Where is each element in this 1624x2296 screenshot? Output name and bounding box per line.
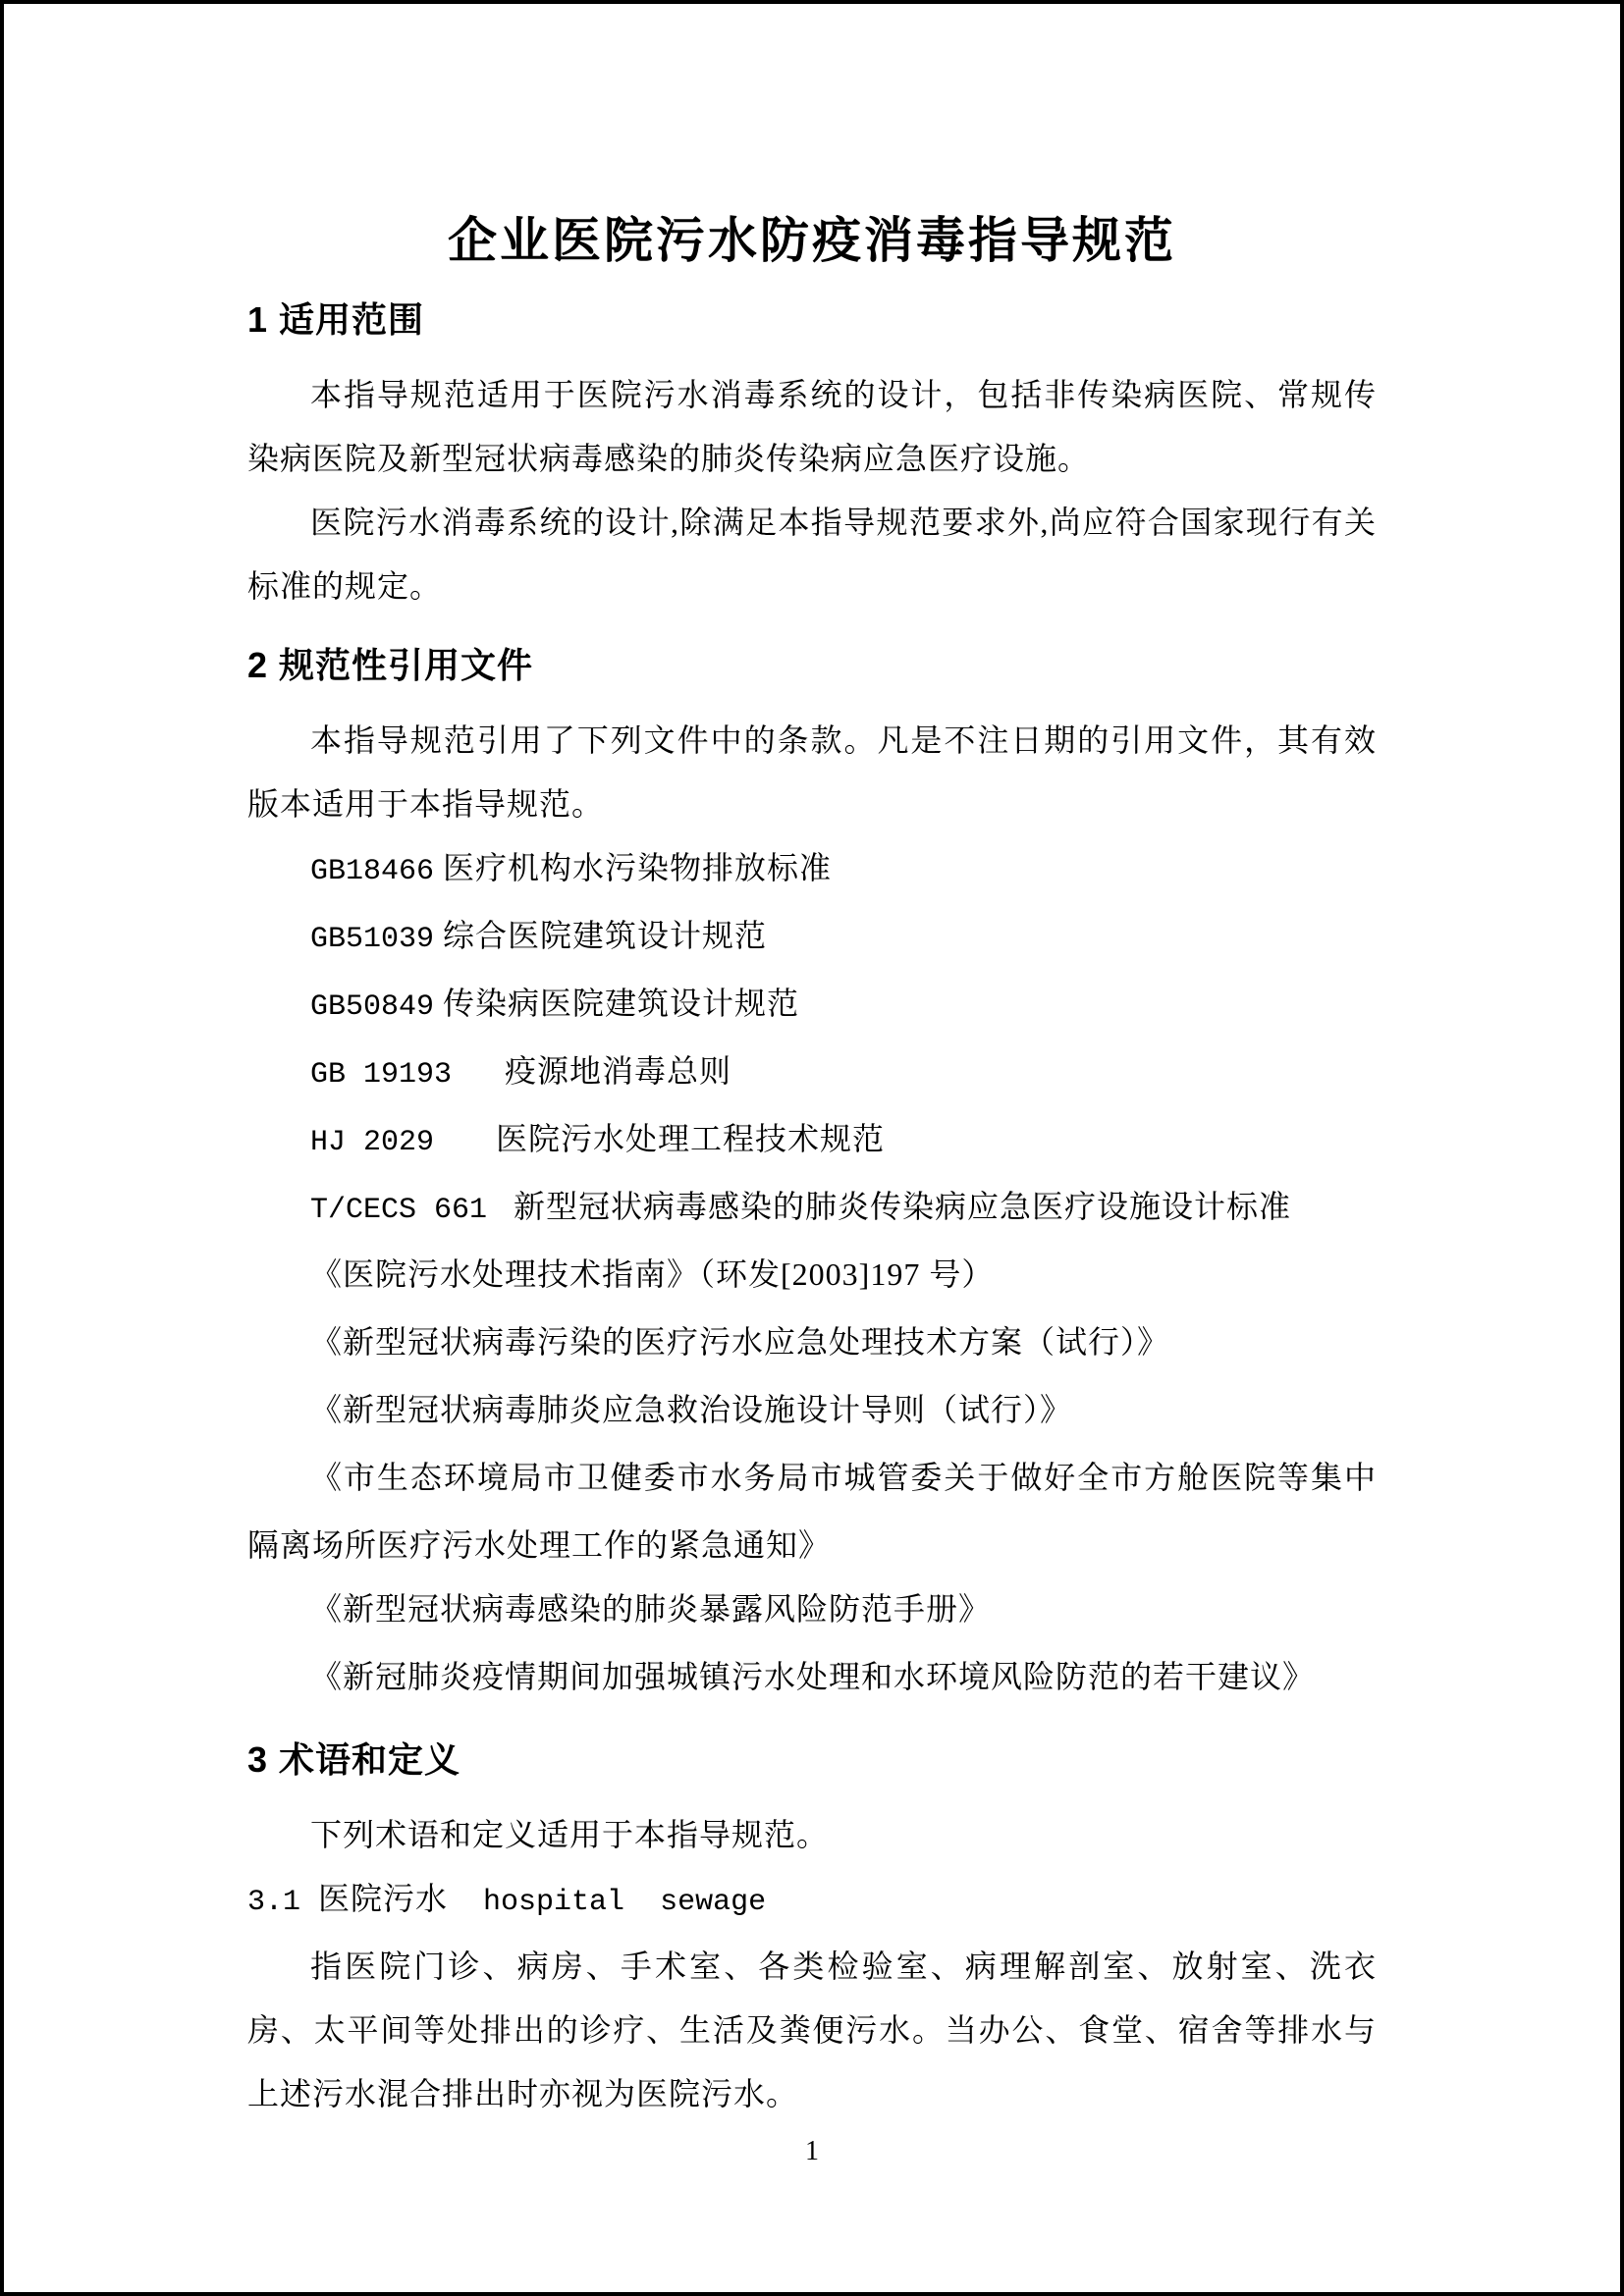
reference-title: 医院污水处理工程技术规范 xyxy=(434,1121,886,1156)
references-intro: 本指导规范引用了下列文件中的条款。凡是不注日期的引用文件，其有效版本适用于本指导规范。 xyxy=(247,722,1377,822)
reference-item xyxy=(247,1107,1377,1175)
reference-code: GB51039 xyxy=(310,923,435,956)
reference-item xyxy=(247,1645,1377,1713)
section-heading-terms: 3 术语和定义 xyxy=(247,1739,461,1780)
reference-item xyxy=(247,1040,1377,1107)
reference-title: 《市生态环境局市卫健委市水务局市城管委关于做好全市方舱医院等集中隔离场所医疗污水处理工作的紧急通知》 xyxy=(247,1460,1377,1563)
reference-code: HJ 2029 xyxy=(310,1126,435,1159)
reference-title: 《新型冠状病毒污染的医疗污水应急处理技术方案（试行）》 xyxy=(310,1324,1170,1360)
reference-code: GB18466 xyxy=(310,855,435,888)
reference-title: 《医院污水处理技术指南》（环发[2003]197 号） xyxy=(310,1256,995,1292)
reference-title: 《新冠肺炎疫情期间加强城镇污水处理和水环境风险防范的若干建议》 xyxy=(310,1659,1316,1694)
terms-intro: 下列术语和定义适用于本指导规范。 xyxy=(310,1817,830,1852)
term-definition-heading xyxy=(247,1867,1377,1935)
reference-item xyxy=(247,904,1377,972)
reference-item xyxy=(247,1243,1377,1310)
scope-paragraph-1: 本指导规范适用于医院污水消毒系统的设计，包括非传染病医院、常规传染病医院及新型冠状病毒感染的肺炎传染病应急医疗设施。 xyxy=(247,377,1377,476)
reference-code: T/CECS 661 xyxy=(310,1194,488,1227)
reference-item xyxy=(247,836,1377,904)
term-name-zh: 医院污水 xyxy=(318,1881,449,1916)
reference-item xyxy=(247,1446,1377,1577)
reference-title: 医疗机构水污染物排放标准 xyxy=(434,850,833,885)
term-definition-body: 指医院门诊、病房、手术室、各类检验室、病理解剖室、放射室、洗衣房、太平间等处排出的诊疗、生活及粪便污水。当办公、食堂、宿舍等排水与上述污水混合排出时亦视为医院污水。 xyxy=(247,1949,1377,2111)
reference-item xyxy=(247,1175,1377,1243)
reference-title: 新型冠状病毒感染的肺炎传染病应急医疗设施设计标准 xyxy=(487,1189,1292,1224)
reference-title: 《新型冠状病毒肺炎应急救治设施设计导则（试行）》 xyxy=(310,1392,1073,1427)
term-number: 3.1 xyxy=(247,1886,319,1919)
section-heading-references: 2 规范性引用文件 xyxy=(247,645,534,685)
reference-item xyxy=(247,1378,1377,1446)
reference-item xyxy=(247,1310,1377,1378)
reference-item xyxy=(247,972,1377,1040)
reference-title: 综合医院建筑设计规范 xyxy=(434,918,768,953)
scope-paragraph-2: 医院污水消毒系统的设计,除满足本指导规范要求外,尚应符合国家现行有关标准的规定。 xyxy=(247,505,1377,604)
reference-title: 传染病医院建筑设计规范 xyxy=(434,986,800,1021)
reference-title: 《新型冠状病毒感染的肺炎暴露风险防范手册》 xyxy=(310,1591,992,1627)
reference-item xyxy=(247,1577,1377,1645)
reference-code: GB50849 xyxy=(310,990,435,1024)
reference-code: GB 19193 xyxy=(310,1058,453,1092)
document-title: 企业医院污水防疫消毒指导规范 xyxy=(448,213,1176,268)
term-name-en: hospital sewage xyxy=(448,1886,767,1919)
reference-title: 疫源地消毒总则 xyxy=(452,1053,732,1089)
section-heading-scope: 1 适用范围 xyxy=(247,299,425,340)
page-number: 1 xyxy=(805,2136,819,2166)
